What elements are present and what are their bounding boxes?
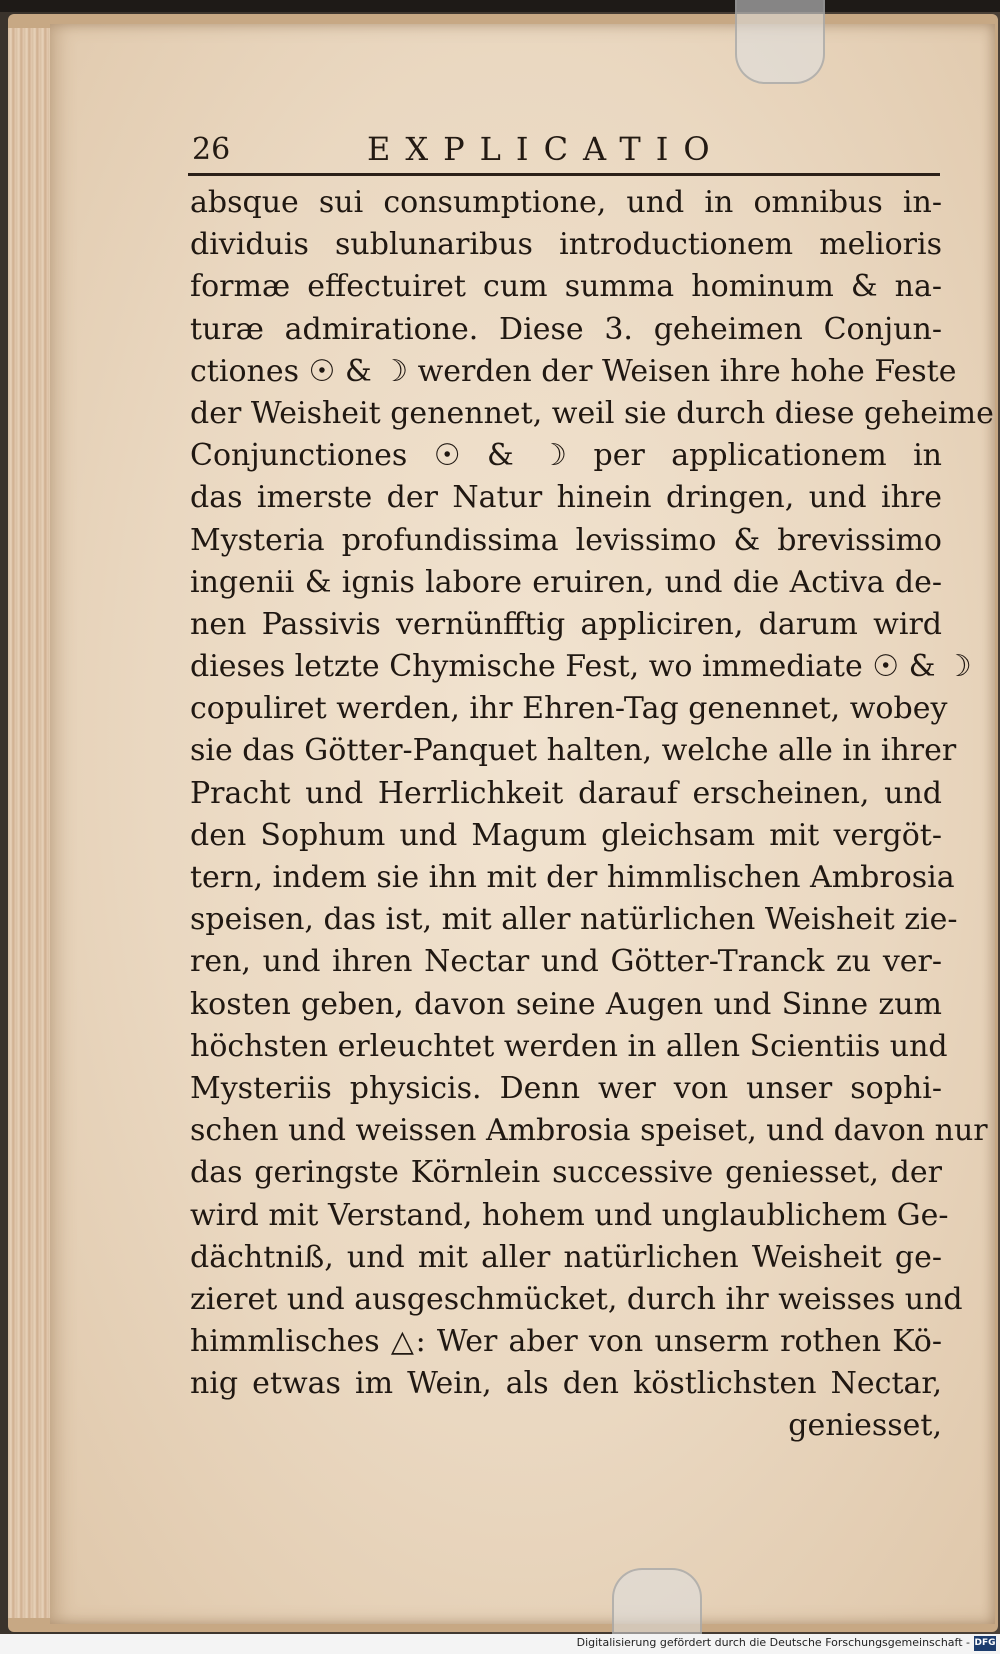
bottom-clip bbox=[612, 1568, 702, 1640]
digitization-footer bbox=[0, 1634, 1000, 1654]
text-line: dividuis sublunaribus introductionem melioris bbox=[190, 227, 942, 263]
top-clip bbox=[735, 0, 825, 84]
text-line: ren, und ihren Nectar und Götter-Tranck zu ver- bbox=[190, 944, 942, 980]
text-line: absque sui consumptione, und in omnibus in- bbox=[190, 185, 942, 220]
text-line: Mysteria profundissima levissimo & brevissimo bbox=[190, 522, 942, 558]
text-line: copuliret werden, ihr Ehren-Tag genennet, wobey bbox=[190, 691, 948, 727]
catchword-line: geniesset, bbox=[788, 1408, 942, 1444]
top-scan-edge bbox=[0, 0, 1000, 12]
text-line: nig etwas im Wein, als den köstlichsten Nectar, bbox=[190, 1366, 942, 1402]
dfg-logo: DFG bbox=[974, 1636, 996, 1651]
header-rule bbox=[188, 173, 940, 176]
text-line: höchsten erleuchtet werden in allen Scientiis und bbox=[190, 1028, 948, 1064]
text-line: Pracht und Herrlichkeit darauf erscheinen, und bbox=[190, 775, 942, 811]
text-line: formæ effectuiret cum summa hominum & na- bbox=[190, 269, 942, 305]
text-line: dieses letzte Chymische Fest, wo immediate ☉ & ☽ bbox=[190, 649, 972, 685]
text-line: kosten geben, davon seine Augen und Sinne zum bbox=[190, 986, 942, 1022]
running-title: EXPLICATIO bbox=[367, 130, 725, 168]
text-line: himmlisches △: Wer aber von unserm rothen Kö- bbox=[190, 1324, 942, 1360]
text-line: das imerste der Natur hinein dringen, und ihre bbox=[190, 480, 942, 516]
text-line: nen Passivis vernünfftig appliciren, darum wird bbox=[190, 606, 942, 642]
text-line: das geringste Körnlein successive geniesset, der bbox=[190, 1155, 942, 1191]
footer-credit: Digitalisierung gefördert durch die Deutsche Forschungsgemeinschaft - bbox=[576, 1636, 970, 1649]
text-line: speisen, das ist, mit aller natürlichen Weisheit zie- bbox=[190, 902, 958, 938]
page-edges bbox=[8, 28, 55, 1618]
text-line: tern, indem sie ihn mit der himmlischen Ambrosia bbox=[190, 860, 955, 895]
text-line: ingenii & ignis labore eruiren, und die Activa de- bbox=[190, 564, 942, 600]
text-line: ctiones ☉ & ☽ werden der Weisen ihre hohe Feste bbox=[190, 353, 957, 389]
text-line: zieret und ausgeschmücket, durch ihr weisses und bbox=[190, 1281, 963, 1317]
page-header bbox=[192, 128, 932, 172]
text-line: Mysteriis physicis. Denn wer von unser sophi- bbox=[190, 1070, 942, 1106]
text-line: dächtniß, und mit aller natürlichen Weisheit ge- bbox=[190, 1239, 942, 1275]
text-line: der Weisheit genennet, weil sie durch diese geheime bbox=[190, 395, 994, 431]
text-line: den Sophum und Magum gleichsam mit vergöt- bbox=[190, 817, 942, 853]
text-line: sie das Götter-Panquet halten, welche alle in ihrer bbox=[190, 733, 957, 769]
text-line: Conjunctiones ☉ & ☽ per applicationem in bbox=[190, 438, 942, 474]
page-number: 26 bbox=[192, 132, 231, 167]
text-line: schen und weissen Ambrosia speiset, und davon nur bbox=[190, 1113, 988, 1149]
text-line: turæ admiratione. Diese 3. geheimen Conjun- bbox=[190, 311, 942, 347]
text-line: wird mit Verstand, hohem und unglaublichem Ge- bbox=[190, 1197, 949, 1233]
body-text bbox=[190, 182, 994, 1448]
